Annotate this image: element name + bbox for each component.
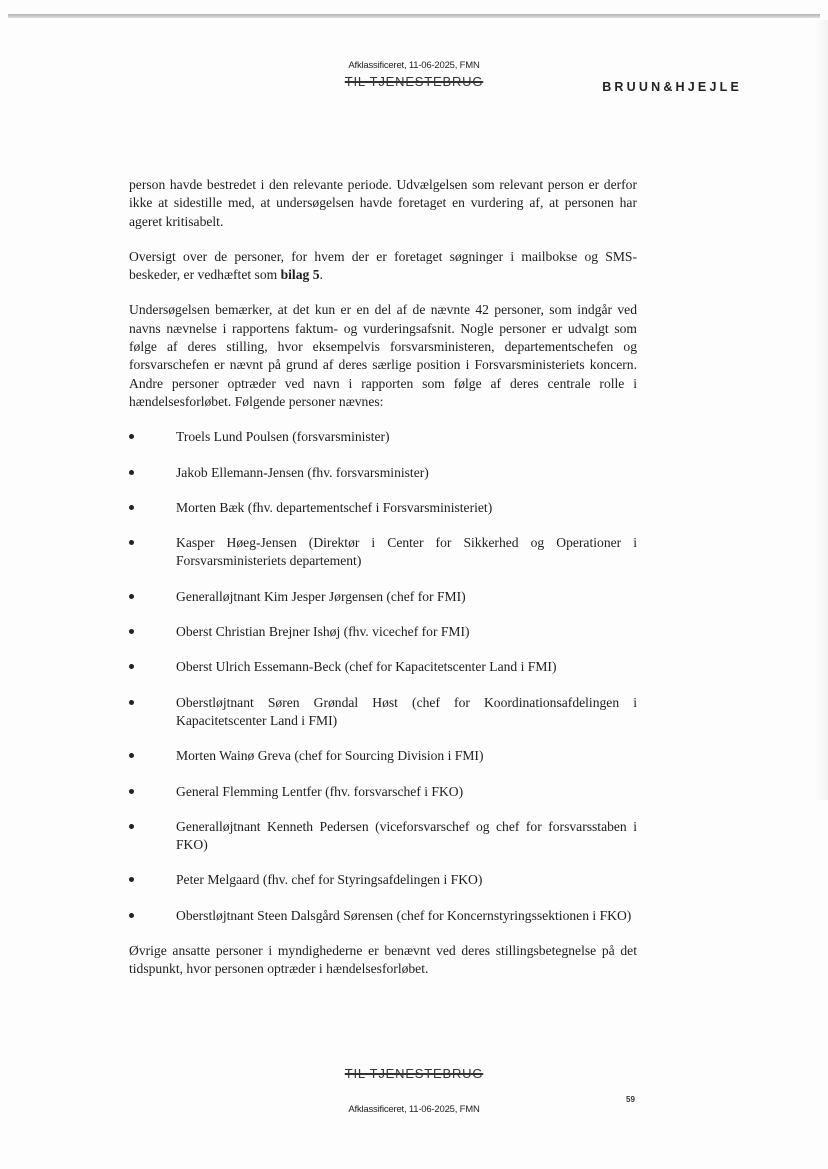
paragraph-2-text: Oversigt over de personer, for hvem der er foretaget søgninger i mailbokse og SMS-beskeder, er vedhæftet som xyxy=(129,248,637,283)
person-entry: Morten Wainø Greva (chef for Sourcing Division i FMI) xyxy=(176,748,484,764)
bullet-icon xyxy=(129,877,134,882)
footer-declassified-stamp: Afklassificeret, 11-06-2025, FMN xyxy=(348,1104,480,1115)
brand-logo: BRUUN&HJEJLE xyxy=(602,80,742,94)
page-number: 59 xyxy=(626,1095,635,1104)
footer-classification-text: TIL TJENESTEBRUG xyxy=(344,1066,484,1081)
list-item xyxy=(129,747,637,765)
scan-edge-top xyxy=(8,14,820,18)
bullet-icon xyxy=(129,789,134,794)
bullet-icon xyxy=(129,700,134,705)
person-entry: Troels Lund Poulsen (forsvarsminister) xyxy=(176,429,390,445)
bullet-icon xyxy=(129,913,134,918)
list-item xyxy=(129,783,637,801)
bullet-icon xyxy=(129,470,134,475)
bullet-icon xyxy=(129,824,134,829)
person-entry: Oberstløjtnant Søren Grøndal Høst (chef for Koordinationsafdelingen i Kapacitetscenter Land i FMI) xyxy=(176,694,637,728)
person-entry: Kasper Høeg-Jensen (Direktør i Center for Sikkerhed og Operationer i Forsvarsministeriets departement) xyxy=(176,535,637,569)
bullet-icon xyxy=(129,629,134,634)
bullet-icon xyxy=(129,434,134,439)
paragraph-3: Undersøgelsen bemærker, at det kun er en del af de nævnte 42 personer, som indgår ved navns nævnelse i rapportens faktum- og vurderingsafsnit. Nogle personer er udvalgt som følge af deres stilling, hvor eksempelvis forsvarsministeren, departementschefen og forsvarschefen er nævnt på grund af deres særlige position i Forsvarsministeriets koncern. Andre personer optræder ved navn i rapporten som følge af deres centrale rolle i hændelsesforløbet. Følgende personer nævnes: xyxy=(129,302,637,409)
paragraph-4: Øvrige ansatte personer i myndighederne er benævnt ved deres stillingsbetegnelse på det tidspunkt, hvor personen optræder i hændelsesforløbet. xyxy=(129,943,637,977)
bullet-icon xyxy=(129,753,134,758)
document-body xyxy=(129,176,637,996)
bullet-icon xyxy=(129,594,134,599)
header-classification-text: TIL TJENESTEBRUG xyxy=(344,74,484,89)
bullet-icon xyxy=(129,664,134,669)
list-item xyxy=(129,588,637,606)
bilag-reference: bilag 5 xyxy=(280,267,320,283)
list-item xyxy=(129,818,637,855)
list-item xyxy=(129,623,637,641)
person-entry: Peter Melgaard (fhv. chef for Styringsafdelingen i FKO) xyxy=(176,872,483,888)
header-declassified-stamp: Afklassificeret, 11-06-2025, FMN xyxy=(348,60,480,71)
person-entry: Generalløjtnant Kim Jesper Jørgensen (chef for FMI) xyxy=(176,588,466,604)
bullet-icon xyxy=(129,540,134,545)
footer-classification xyxy=(0,1066,828,1081)
list-item xyxy=(129,871,637,889)
paragraph-2-end: . xyxy=(319,267,323,283)
person-entry: Oberst Ulrich Essemann-Beck (chef for Kapacitetscenter Land i FMI) xyxy=(176,659,557,675)
scan-edge-right xyxy=(814,20,828,800)
list-item xyxy=(129,428,637,446)
list-item xyxy=(129,907,637,925)
list-item xyxy=(129,464,637,482)
list-item xyxy=(129,694,637,731)
paragraph-2 xyxy=(129,248,637,285)
paragraph-1: person havde bestredet i den relevante periode. Udvælgelsen som relevant person er derfor ikke at sidestille med, at undersøgelsen havde foretaget en vurdering af, at personen har ageret kritisabelt. xyxy=(129,177,637,229)
person-entry: General Flemming Lentfer (fhv. forsvarschef i FKO) xyxy=(176,783,464,799)
persons-list xyxy=(129,428,637,925)
person-entry: Oberstløjtnant Steen Dalsgård Sørensen (chef for Koncernstyringssektionen i FKO) xyxy=(176,907,632,923)
list-item xyxy=(129,658,637,676)
person-entry: Morten Bæk (fhv. departementschef i Forsvarsministeriet) xyxy=(176,499,493,515)
list-item xyxy=(129,499,637,517)
person-entry: Generalløjtnant Kenneth Pedersen (viceforsvarschef og chef for forsvarsstaben i FKO) xyxy=(176,818,637,853)
list-item xyxy=(129,534,637,571)
person-entry: Jakob Ellemann-Jensen (fhv. forsvarsminister) xyxy=(176,464,429,480)
person-entry: Oberst Christian Brejner Ishøj (fhv. vicechef for FMI) xyxy=(176,624,470,640)
bullet-icon xyxy=(129,505,134,510)
